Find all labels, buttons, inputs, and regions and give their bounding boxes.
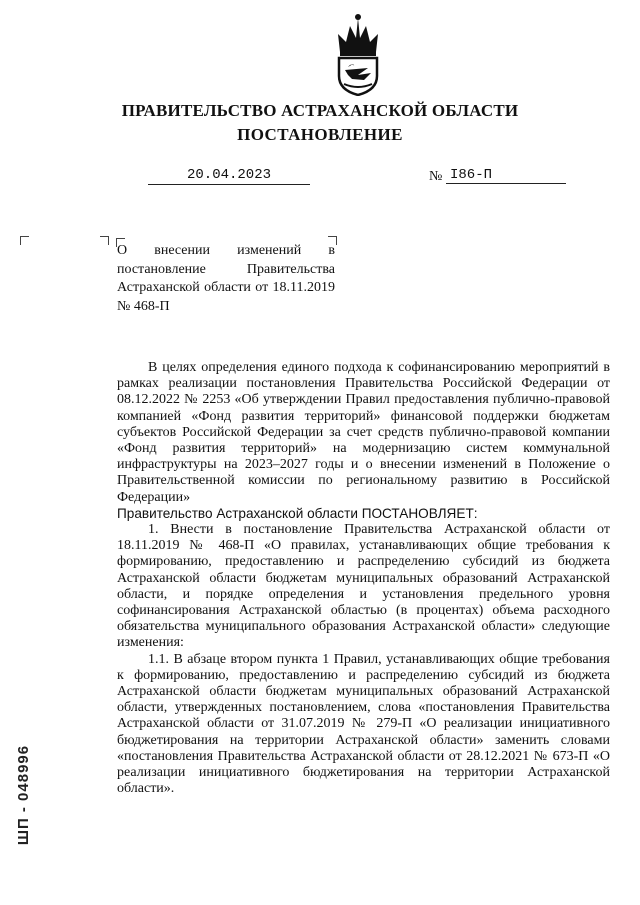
- item-1-1-paragraph: 1.1. В абзаце втором пункта 1 Правил, устанавливающих общие требования к формированию, предоставлению и распределению субсидий из бюджета Астраханской области бюджетам муниципальных образований Астраханской области, утвержденных постановлением, слова «постановления Правительства Астраханской области от 31.07.2019 № 279-П «О реализации инициативного бюджетирования на территории Астраханской области» заменить словами «постановления Правительства Астраханской области от 28.12.2021 № 673-П «О реализации инициативного бюджетирования на территории Астраханской области».: [117, 651, 610, 797]
- document-subject: О внесении изменений в постановление Правительства Астраханской области от 18.11.2019 № 468-П: [117, 243, 335, 314]
- corner-mark: [100, 236, 109, 245]
- resolves-line: Правительство Астраханской области ПОСТАНОВЛЯЕТ:: [117, 505, 478, 521]
- document-date: 20.04.2023: [148, 166, 310, 185]
- corner-mark: [20, 236, 29, 245]
- preamble-paragraph: В целях определения единого подхода к софинансированию мероприятий в рамках реализации постановления Правительства Российской Федерации от 08.12.2022 № 2253 «Об утверждении Правил предоставления публично-правовой компанией «Фонд развития территорий» финансовой поддержки бюджетам субъектов Российской Федерации за счет средств публично-правовой компании «Фонд развития территорий» на модернизацию систем коммунальной инфраструктуры на 2023–2027 годы и о внесении изменений в Положение о Правительственной комиссии по региональному развитию в Российской Федерации»: [117, 360, 610, 505]
- number-sign: №: [429, 169, 443, 184]
- document-type: ПОСТАНОВЛЕНИЕ: [237, 125, 403, 144]
- government-title: ПРАВИТЕЛЬСТВО АСТРАХАНСКОЙ ОБЛАСТИ: [121, 101, 519, 120]
- document-number: I86-П: [446, 166, 566, 184]
- side-stamp-number: ШП - 048996: [15, 744, 32, 846]
- item-1-paragraph: 1. Внести в постановление Правительства Астраханской области от 18.11.2019 № 468-П «О правилах, устанавливающих общие требования к формированию, предоставлению и распределению субсидий из бюджета Астраханской области бюджетам муниципальных образований Астраханской области, и порядке определения и установления предельного уровня софинансирования Астраханской областью (в процентах) объема расходного обязательства муниципального образования Астраханской области» следующие изменения:: [117, 522, 610, 651]
- astrakhan-coat-of-arms-icon: [330, 12, 386, 96]
- document-body: [117, 360, 610, 797]
